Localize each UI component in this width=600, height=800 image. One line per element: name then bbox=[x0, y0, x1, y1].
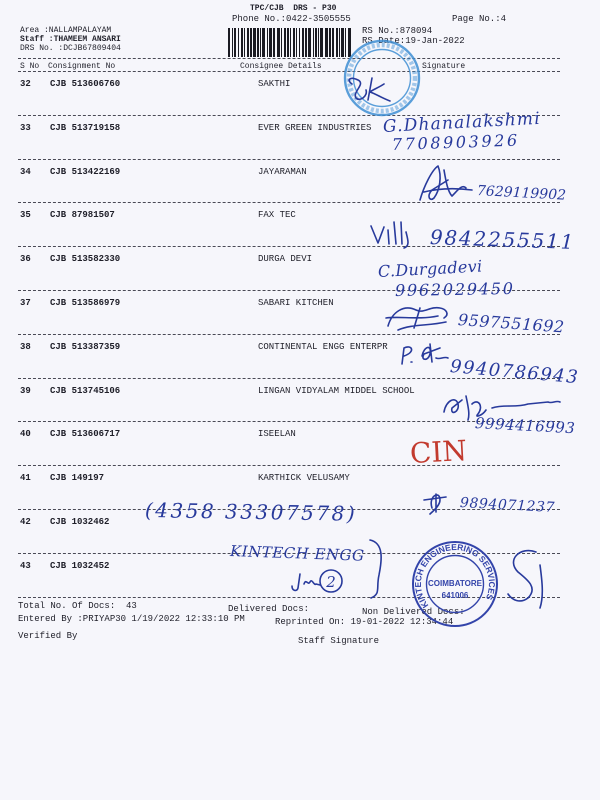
consignment-number: CJB 513387359 bbox=[50, 341, 121, 352]
consignee-name: KARTHICK VELUSAMY bbox=[258, 473, 350, 484]
page-number: Page No.:4 bbox=[452, 14, 507, 24]
barcode bbox=[228, 28, 355, 57]
consignment-number: CJB 513422169 bbox=[50, 166, 121, 177]
consignment-number: CJB 1032452 bbox=[50, 560, 110, 571]
consignment-number: CJB 513745106 bbox=[50, 385, 121, 396]
serial-number: 34 bbox=[20, 166, 31, 177]
serial-number: 33 bbox=[20, 122, 31, 133]
consignee-name: DURGA DEVI bbox=[258, 254, 313, 265]
document-title: TPC/CJB DRS - P30 bbox=[250, 4, 337, 13]
consignee-name: SAKTHI bbox=[258, 79, 291, 89]
handwritten-phone: 9597551692 bbox=[457, 310, 566, 337]
handwritten-phone: 7629119902 bbox=[476, 183, 567, 204]
stamp-city: COIMBATORE bbox=[428, 579, 482, 588]
serial-number: 38 bbox=[20, 341, 31, 352]
divider bbox=[18, 58, 560, 59]
handwritten-phone: 9994416993 bbox=[474, 414, 576, 438]
verified-by-label: Verified By bbox=[18, 631, 78, 641]
handwritten-phone: 9842255511 bbox=[429, 225, 576, 255]
handwritten-phone: 9894071237 bbox=[459, 495, 556, 516]
handwritten-phone: 9962029450 bbox=[394, 278, 515, 300]
staff-signature-label: Staff Signature bbox=[298, 636, 380, 646]
handwritten-number: 2 bbox=[326, 573, 336, 591]
consignment-number: CJB 513606717 bbox=[50, 429, 121, 440]
table-row bbox=[18, 72, 560, 116]
rs-number: RS No.:878094 bbox=[362, 26, 433, 36]
column-header-signature: Signature bbox=[422, 62, 466, 71]
handwritten-phone: 7708903926 bbox=[391, 130, 521, 154]
stamp-arc-text: KINTECH ENGINEERING SERVICES bbox=[412, 541, 498, 611]
serial-number: 32 bbox=[20, 79, 31, 89]
consignee-name: SABARI KITCHEN bbox=[258, 297, 334, 308]
consignee-name: LINGAN VIDYALAM MIDDEL SCHOOL bbox=[258, 385, 415, 396]
consignee-name: CONTINENTAL ENGG ENTERPR bbox=[258, 341, 388, 352]
serial-number: 42 bbox=[20, 516, 31, 527]
rs-date: RS Date:19-Jan-2022 bbox=[362, 36, 465, 46]
handwritten-id-number: (4358 33307578) bbox=[144, 498, 358, 526]
serial-number: 36 bbox=[20, 254, 31, 265]
area-label: Area :NALLAMPALAYAM bbox=[20, 26, 112, 35]
handwritten-name: C.Durgadevi bbox=[377, 256, 483, 281]
consignment-number: CJB 87981507 bbox=[50, 210, 115, 221]
serial-number: 39 bbox=[20, 385, 31, 396]
serial-number: 40 bbox=[20, 429, 31, 440]
consignee-name: FAX TEC bbox=[258, 210, 296, 221]
serial-number: 41 bbox=[20, 473, 31, 484]
phone-number: Phone No.:0422-3505555 bbox=[232, 14, 351, 24]
consignment-number: CJB 513582330 bbox=[50, 254, 121, 265]
serial-number: 35 bbox=[20, 210, 31, 221]
handwritten-name: G.Dhanalakshmi bbox=[382, 108, 542, 137]
delivered-docs: Delivered Docs: bbox=[228, 604, 310, 614]
non-delivered-docs: Non Delivered Docs: bbox=[362, 607, 465, 617]
consignee-name: EVER GREEN INDUSTRIES bbox=[258, 122, 372, 133]
consignment-number: CJB 513586979 bbox=[50, 297, 121, 308]
consignment-number: CJB 513606760 bbox=[50, 79, 121, 89]
staff-label: Staff :THAMEEM ANSARI bbox=[20, 35, 121, 44]
serial-number: 43 bbox=[20, 560, 31, 571]
consignment-number: CJB 513719158 bbox=[50, 122, 121, 133]
handwritten-note: CIN bbox=[409, 434, 468, 470]
column-header-consignment: Consignment No bbox=[48, 62, 116, 71]
column-header-sno: S No bbox=[20, 62, 40, 71]
consignee-name: JAYARAMAN bbox=[258, 166, 307, 177]
handwritten-company-name: KINTECH ENGG bbox=[229, 542, 365, 565]
consignment-number: CJB 149197 bbox=[50, 473, 105, 484]
entered-by: Entered By :PRIYAP30 1/19/2022 12:33:10 PM bbox=[18, 614, 245, 624]
total-docs: Total No. Of Docs: 43 bbox=[18, 601, 137, 611]
consignee-name: ISEELAN bbox=[258, 429, 296, 440]
reprinted-on: Reprinted On: 19-01-2022 12:34:44 bbox=[275, 617, 454, 627]
drs-number: DRS No. :DCJB67809404 bbox=[20, 44, 121, 53]
handwritten-phone: 9940786943 bbox=[449, 356, 580, 389]
consignment-number: CJB 1032462 bbox=[50, 516, 110, 527]
stamp-pin: 641006 bbox=[441, 591, 469, 600]
column-header-consignee: Consignee Details bbox=[240, 62, 322, 71]
serial-number: 37 bbox=[20, 297, 31, 308]
